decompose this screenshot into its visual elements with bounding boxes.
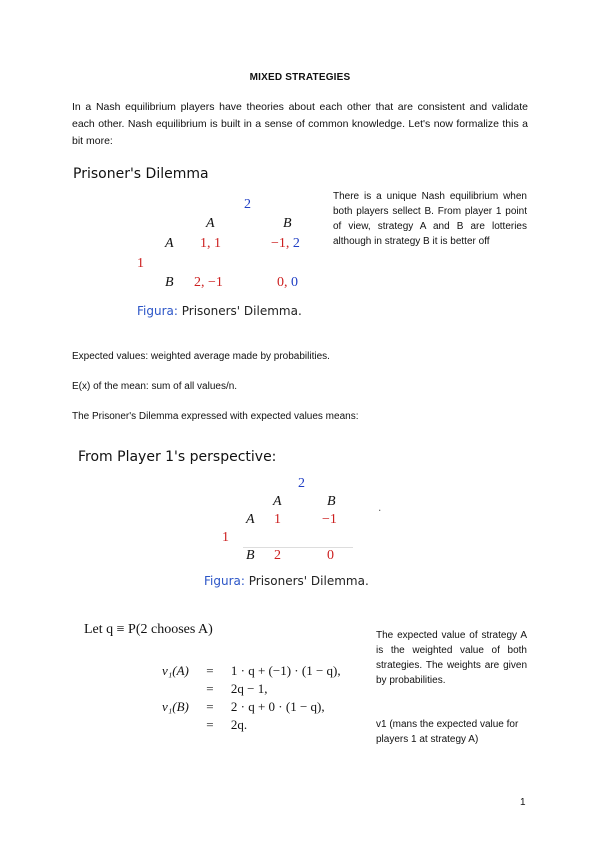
equation-lhs: v₁(B) [162,699,189,714]
figure2-cell-bb: 0 [327,548,334,563]
side-note-expected-value: The expected value of strategy A is the weighted value of both strategies. The weights are given by probabilities. [376,630,527,686]
equation-row [156,680,347,698]
figure1-player-col: 2 [244,197,251,212]
figure2-player-col: 2 [298,476,305,491]
figure2-row-label-a: A [246,512,255,527]
figure2-cell-aa: 1 [274,512,281,527]
equation-row [156,698,347,716]
let-q-definition: Let q ≡ P(2 chooses A) [84,622,213,637]
paragraph-expected-values: Expected values: weighted average made by probabilities. [72,351,330,362]
equation-rel: = [206,699,214,714]
equation-rhs: 2 · q + 0 · (1 − q), [230,699,325,714]
figure1-caption [137,304,302,318]
equation-rel: = [206,681,214,696]
intro-paragraph: In a Nash equilibrium players have theories about each other that are consistent and validate each other. Nash equilibrium is built in a sense of common knowledge. Let's now formalize this a bit more: [72,101,528,147]
equation-lhs [156,716,195,734]
equation-rhs: 2q − 1, [230,681,268,696]
figure1-cell-aa: 1, 1 [200,236,221,251]
figure2-trailing-dot: . [378,500,382,514]
figure2-cell-ba: 2 [274,548,281,563]
expected-value-equations [156,662,347,734]
equation-lhs [156,680,195,698]
figure2-row-label-b: B [246,548,255,563]
figure1-player-row: 1 [137,256,144,271]
figure1-cell-bb: 0, 0 [277,275,298,290]
figure2-player-row: 1 [222,530,229,545]
figure1-cell-ba: 2, −1 [194,275,223,290]
page-title: MIXED STRATEGIES [249,72,351,83]
paragraph-expressed: The Prisoner's Dilemma expressed with expected values means: [72,411,359,422]
figure2-caption [204,574,369,588]
figure2-heading: From Player 1's perspective: [78,449,277,465]
paragraph-mean: E(x) of the mean: sum of all values/n. [72,381,238,392]
page-number: 1 [520,797,526,808]
figure1-row-label-b: B [165,275,174,290]
equation-rhs: 1 · q + (−1) · (1 − q), [230,663,341,678]
figure1-cell-ab: −1, 2 [271,236,300,251]
figure1-caption-label: Figura: [137,304,178,318]
side-note-nash: There is a unique Nash equilibrium when both players sellect B. From player 1 point of view, strategy A and B are lotteries although in strategy B it is better off [333,191,527,247]
figure2-caption-label: Figura: [204,574,245,588]
figure2-caption-text: Prisoners' Dilemma. [248,574,369,588]
figure2-cell-ab: −1 [322,512,337,527]
figure2-divider [243,547,353,548]
figure1-col-label-b: B [283,216,292,231]
equation-rhs: 2q. [230,717,248,732]
figure2-col-label-a: A [273,494,282,509]
equation-rel: = [206,717,214,732]
figure1-row-label-a: A [165,236,174,251]
equation-rel: = [206,663,214,678]
equation-lhs: v₁(A) [162,663,189,678]
side-note-v1: v1 (mans the expected value for players 1 at strategy A) [376,719,519,745]
figure1-caption-text: Prisoners' Dilemma. [181,304,302,318]
equation-row [156,662,347,680]
figure1-heading: Prisoner's Dilemma [73,166,209,182]
equation-row [156,716,347,734]
figure1-col-label-a: A [206,216,215,231]
figure2-col-label-b: B [327,494,336,509]
